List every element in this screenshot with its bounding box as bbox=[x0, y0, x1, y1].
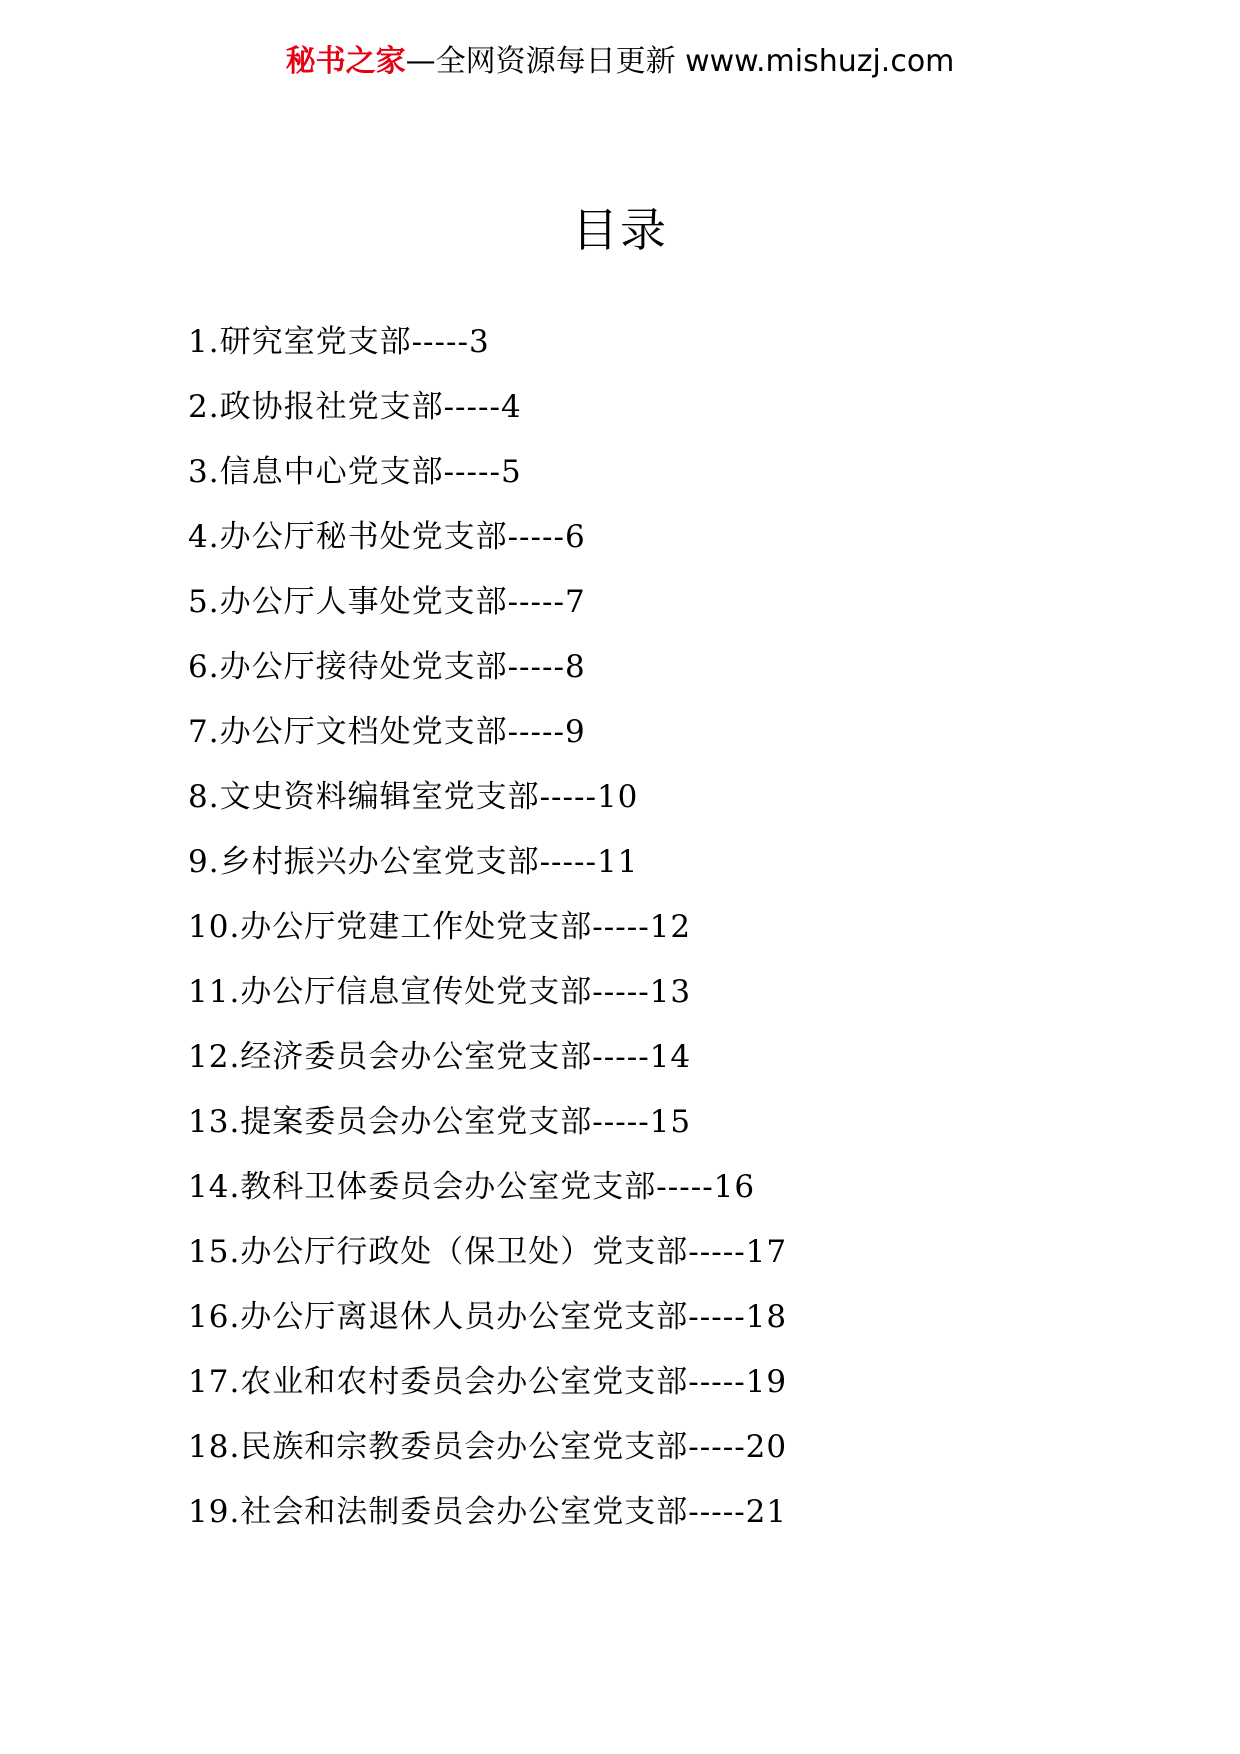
toc-entry: 6.办公厅接待处党支部-----8 bbox=[188, 649, 586, 685]
page-title: 目录 bbox=[572, 203, 668, 257]
toc-entry: 9.乡村振兴办公室党支部-----11 bbox=[188, 844, 639, 880]
toc-entry: 1.研究室党支部-----3 bbox=[188, 324, 490, 360]
brand-name: 秘书之家 bbox=[285, 44, 406, 79]
toc-entry: 10.办公厅党建工作处党支部-----12 bbox=[188, 909, 692, 945]
page-header bbox=[0, 40, 1240, 84]
toc-entry: 8.文史资料编辑室党支部-----10 bbox=[188, 779, 639, 815]
toc-entry: 3.信息中心党支部-----5 bbox=[188, 454, 522, 490]
toc-entry: 2.政协报社党支部-----4 bbox=[188, 389, 522, 425]
toc-entry: 12.经济委员会办公室党支部-----14 bbox=[188, 1039, 692, 1075]
toc-entry: 17.农业和农村委员会办公室党支部-----19 bbox=[188, 1364, 788, 1400]
toc-entry: 14.教科卫体委员会办公室党支部-----16 bbox=[188, 1169, 756, 1205]
toc-entry: 18.民族和宗教委员会办公室党支部-----20 bbox=[188, 1429, 788, 1465]
table-of-contents bbox=[188, 318, 787, 1553]
toc-entry: 4.办公厅秘书处党支部-----6 bbox=[188, 519, 586, 555]
toc-entry: 7.办公厅文档处党支部-----9 bbox=[188, 714, 586, 750]
toc-entry: 19.社会和法制委员会办公室党支部-----21 bbox=[188, 1494, 788, 1530]
toc-entry: 13.提案委员会办公室党支部-----15 bbox=[188, 1104, 692, 1140]
toc-entry: 11.办公厅信息宣传处党支部-----13 bbox=[188, 974, 692, 1010]
toc-entry: 16.办公厅离退休人员办公室党支部-----18 bbox=[188, 1299, 788, 1335]
toc-entry: 5.办公厅人事处党支部-----7 bbox=[188, 584, 586, 620]
header-tagline: —全网资源每日更新 www.mishuzj.com bbox=[405, 44, 955, 79]
toc-entry: 15.办公厅行政处（保卫处）党支部-----17 bbox=[188, 1234, 788, 1270]
